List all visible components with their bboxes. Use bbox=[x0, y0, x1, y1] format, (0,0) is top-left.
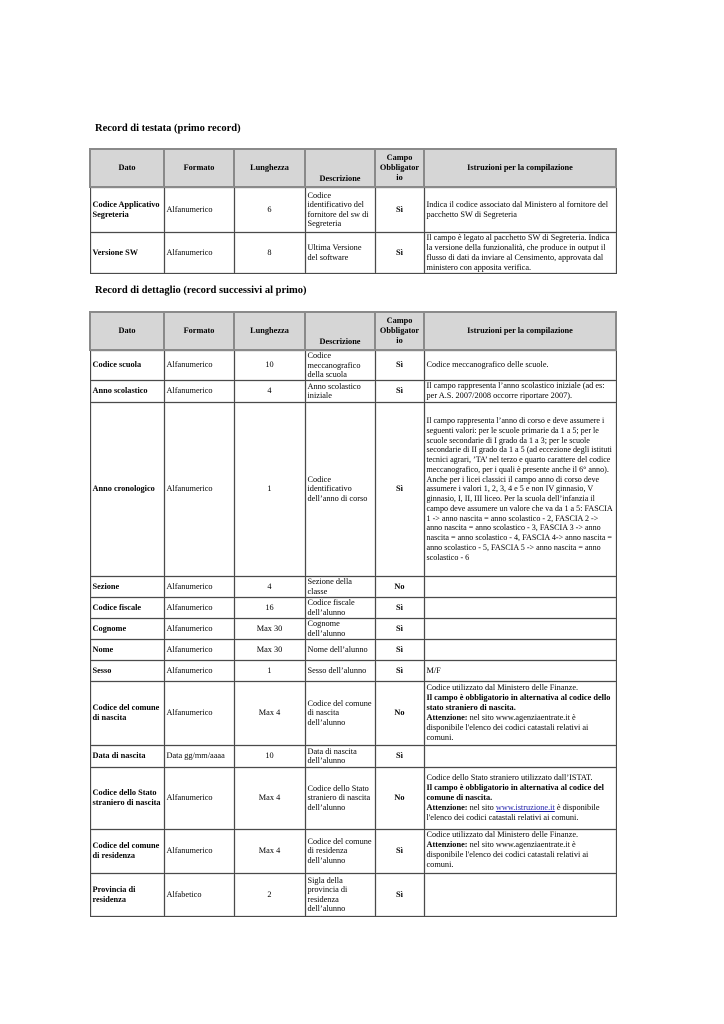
cell-formato: Alfanumerico bbox=[164, 829, 234, 873]
cell-istruzioni: Il campo rappresenta l’anno di corso e deve assumere i seguenti valori: per le scuole primarie da 1 a 5; per le scuole secondarie di I grado da 1 a 3; per le scuole secondarie di II grado da 1 a 5 (ad eccezione degli istituti tecnici agrari, ’TA’ nel terzo e quarto carattere del codice meccanografico, per i quali è presente anche il 6° anno). Anche per i licei classici il campo anno di corso deve assumere i valori 1, 2, 3, 4 e 5 e non IV ginnasio, V ginnasio, I, II, III liceo. Per la scuola dell’infanzia il campo deve assumere un valore che va da 1 a 5: FASCIA 1 -> anno nascita = anno scolastico - 2, FASCIA 2 -> anno nascita = anno scolastico - 3, FASCIA 3 -> anno nascita = anno scolastico - 4, FASCIA 4-> anno nascita = anno scolastico - 5, FASCIA 5 -> anno nascita = anno scolastico - 6 bbox=[424, 402, 616, 576]
cell-formato: Alfanumerico bbox=[164, 660, 234, 681]
table-row bbox=[90, 187, 616, 232]
istruzioni-obbligo: Il campo è obbligatorio in alternativa al codice del comune di nascita. bbox=[426, 783, 604, 803]
cell-formato: Alfanumerico bbox=[164, 618, 234, 639]
section-title-testata: Record di testata (primo record) bbox=[95, 123, 241, 134]
cell-obbligatorio: No bbox=[375, 767, 424, 829]
istruzioni-note: nel sito bbox=[467, 803, 496, 813]
cell-lunghezza: 10 bbox=[234, 350, 305, 380]
cell-dato: Nome bbox=[90, 639, 164, 660]
cell-istruzioni bbox=[424, 745, 616, 767]
cell-obbligatorio: Sì bbox=[375, 187, 424, 232]
cell-istruzioni: Indica il codice associato dal Ministero al fornitore del pacchetto SW di Segreteria bbox=[424, 187, 616, 232]
table-row bbox=[90, 829, 616, 873]
cell-obbligatorio: Sì bbox=[375, 829, 424, 873]
table-row bbox=[90, 380, 616, 402]
header-descrizione: Descrizione bbox=[305, 312, 375, 350]
cell-lunghezza: 10 bbox=[234, 745, 305, 767]
istruzioni-attenzione: Attenzione: bbox=[426, 803, 468, 813]
istruzioni-attenzione: Attenzione: bbox=[426, 839, 468, 849]
cell-istruzioni bbox=[424, 639, 616, 660]
table-row bbox=[90, 350, 616, 380]
cell-dato: Codice Applicativo Segreteria bbox=[90, 187, 164, 232]
cell-dato: Codice del comune di residenza bbox=[90, 829, 164, 873]
istruzione-link[interactable]: www.istruzione.it bbox=[495, 803, 555, 813]
cell-dato: Cognome bbox=[90, 618, 164, 639]
table-record-testata bbox=[89, 148, 617, 274]
table-header-row bbox=[90, 149, 616, 187]
cell-dato: Sesso bbox=[90, 660, 164, 681]
cell-lunghezza: 2 bbox=[234, 873, 305, 916]
section-title-dettaglio: Record di dettaglio (record successivi al primo) bbox=[95, 285, 307, 296]
cell-descrizione: Cognome dell’alunno bbox=[305, 618, 375, 639]
header-formato: Formato bbox=[164, 149, 234, 187]
cell-obbligatorio: Sì bbox=[375, 402, 424, 576]
cell-lunghezza: Max 4 bbox=[234, 681, 305, 745]
header-lunghezza: Lunghezza bbox=[234, 149, 305, 187]
cell-formato: Alfanumerico bbox=[164, 576, 234, 597]
table-row bbox=[90, 597, 616, 618]
istruzioni-attenzione: Attenzione: bbox=[426, 713, 468, 723]
cell-dato: Codice scuola bbox=[90, 350, 164, 380]
cell-obbligatorio: Sì bbox=[375, 745, 424, 767]
table-row bbox=[90, 745, 616, 767]
cell-istruzioni: M/F bbox=[424, 660, 616, 681]
header-dato: Dato bbox=[90, 149, 164, 187]
cell-descrizione: Codice dello Stato straniero di nascita dell’alunno bbox=[305, 767, 375, 829]
cell-lunghezza: 1 bbox=[234, 660, 305, 681]
cell-formato: Alfabetico bbox=[164, 873, 234, 916]
cell-formato: Alfanumerico bbox=[164, 380, 234, 402]
cell-lunghezza: Max 4 bbox=[234, 767, 305, 829]
cell-obbligatorio: Sì bbox=[375, 639, 424, 660]
cell-dato: Anno cronologico bbox=[90, 402, 164, 576]
table-row bbox=[90, 402, 616, 576]
cell-obbligatorio: Sì bbox=[375, 618, 424, 639]
cell-istruzioni bbox=[424, 767, 616, 829]
cell-obbligatorio: Sì bbox=[375, 232, 424, 273]
istruzioni-obbligo: Il campo è obbligatorio in alternativa al codice dello stato straniero di nascita. bbox=[426, 693, 611, 713]
cell-istruzioni bbox=[424, 873, 616, 916]
cell-dato: Codice dello Stato straniero di nascita bbox=[90, 767, 164, 829]
table-row bbox=[90, 660, 616, 681]
cell-obbligatorio: Sì bbox=[375, 660, 424, 681]
cell-descrizione: Data di nascita dell’alunno bbox=[305, 745, 375, 767]
cell-formato: Alfanumerico bbox=[164, 597, 234, 618]
cell-lunghezza: 4 bbox=[234, 576, 305, 597]
cell-descrizione: Codice identificativo del fornitore del sw di Segreteria bbox=[305, 187, 375, 232]
header-dato: Dato bbox=[90, 312, 164, 350]
cell-istruzioni: Il campo è legato al pacchetto SW di Segreteria. Indica la versione della funzionalità, che produce in output il flusso di dati da inviare al Censimento, approvata dal ministero con apposita verifica. bbox=[424, 232, 616, 273]
cell-istruzioni: Codice meccanografico delle scuole. bbox=[424, 350, 616, 380]
cell-lunghezza: 4 bbox=[234, 380, 305, 402]
cell-descrizione: Anno scolastico iniziale bbox=[305, 380, 375, 402]
cell-lunghezza: 16 bbox=[234, 597, 305, 618]
istruzioni-note-end: è disponibile l'elenco dei codici catastali relativi ai comuni. bbox=[426, 803, 600, 823]
istruzioni-text: Codice utilizzato dal Ministero delle Finanze. bbox=[426, 683, 579, 693]
header-obbligatorio: Campo Obbligator io bbox=[375, 312, 424, 350]
cell-dato: Sezione bbox=[90, 576, 164, 597]
cell-descrizione: Codice del comune di nascita dell’alunno bbox=[305, 681, 375, 745]
cell-dato: Anno scolastico bbox=[90, 380, 164, 402]
cell-obbligatorio: Sì bbox=[375, 350, 424, 380]
cell-descrizione: Nome dell’alunno bbox=[305, 639, 375, 660]
table-row bbox=[90, 618, 616, 639]
cell-descrizione: Codice fiscale dell’alunno bbox=[305, 597, 375, 618]
table-row bbox=[90, 767, 616, 829]
table-record-dettaglio bbox=[89, 311, 617, 917]
cell-istruzioni bbox=[424, 597, 616, 618]
cell-formato: Alfanumerico bbox=[164, 639, 234, 660]
cell-istruzioni bbox=[424, 829, 616, 873]
cell-obbligatorio: No bbox=[375, 681, 424, 745]
cell-istruzioni bbox=[424, 681, 616, 745]
cell-istruzioni bbox=[424, 618, 616, 639]
header-descrizione: Descrizione bbox=[305, 149, 375, 187]
cell-obbligatorio: Sì bbox=[375, 597, 424, 618]
cell-formato: Alfanumerico bbox=[164, 232, 234, 273]
cell-lunghezza: 1 bbox=[234, 402, 305, 576]
cell-dato: Provincia di residenza bbox=[90, 873, 164, 916]
cell-obbligatorio: Sì bbox=[375, 873, 424, 916]
cell-descrizione: Codice identificativo dell’anno di corso bbox=[305, 402, 375, 576]
cell-dato: Versione SW bbox=[90, 232, 164, 273]
cell-dato: Data di nascita bbox=[90, 745, 164, 767]
cell-formato: Alfanumerico bbox=[164, 350, 234, 380]
table-row bbox=[90, 681, 616, 745]
cell-lunghezza: Max 4 bbox=[234, 829, 305, 873]
cell-descrizione: Codice del comune di residenza dell’alunno bbox=[305, 829, 375, 873]
header-formato: Formato bbox=[164, 312, 234, 350]
cell-dato: Codice del comune di nascita bbox=[90, 681, 164, 745]
header-istruzioni: Istruzioni per la compilazione bbox=[424, 312, 616, 350]
cell-lunghezza: 8 bbox=[234, 232, 305, 273]
cell-lunghezza: Max 30 bbox=[234, 618, 305, 639]
header-lunghezza: Lunghezza bbox=[234, 312, 305, 350]
table-row bbox=[90, 873, 616, 916]
cell-istruzioni bbox=[424, 576, 616, 597]
cell-descrizione: Codice meccanografico della scuola bbox=[305, 350, 375, 380]
istruzioni-note: nel sito www.agenziaentrate.it è disponibile l'elenco dei codici catastali relativi ai comuni. bbox=[426, 839, 589, 869]
cell-formato: Alfanumerico bbox=[164, 681, 234, 745]
cell-descrizione: Sigla della provincia di residenza dell’alunno bbox=[305, 873, 375, 916]
table-row bbox=[90, 576, 616, 597]
cell-formato: Data gg/mm/aaaa bbox=[164, 745, 234, 767]
istruzioni-note: nel sito www.agenziaentrate.it è disponibile l'elenco dei codici catastali relativi ai comuni. bbox=[426, 713, 589, 743]
cell-obbligatorio: No bbox=[375, 576, 424, 597]
cell-formato: Alfanumerico bbox=[164, 767, 234, 829]
cell-descrizione: Sesso dell’alunno bbox=[305, 660, 375, 681]
cell-lunghezza: 6 bbox=[234, 187, 305, 232]
cell-istruzioni: Il campo rappresenta l’anno scolastico iniziale (ad es: per A.S. 2007/2008 occorre riportare 2007). bbox=[424, 380, 616, 402]
table-row bbox=[90, 639, 616, 660]
cell-descrizione: Ultima Versione del software bbox=[305, 232, 375, 273]
table-header-row bbox=[90, 312, 616, 350]
header-istruzioni: Istruzioni per la compilazione bbox=[424, 149, 616, 187]
cell-dato: Codice fiscale bbox=[90, 597, 164, 618]
istruzioni-text: Codice utilizzato dal Ministero delle Finanze. bbox=[426, 829, 579, 839]
cell-descrizione: Sezione della classe bbox=[305, 576, 375, 597]
cell-formato: Alfanumerico bbox=[164, 402, 234, 576]
cell-formato: Alfanumerico bbox=[164, 187, 234, 232]
istruzioni-text: Codice dello Stato straniero utilizzato dall’ISTAT. bbox=[426, 773, 593, 783]
cell-obbligatorio: Sì bbox=[375, 380, 424, 402]
table-row bbox=[90, 232, 616, 273]
cell-lunghezza: Max 30 bbox=[234, 639, 305, 660]
header-obbligatorio: Campo Obbligator io bbox=[375, 149, 424, 187]
